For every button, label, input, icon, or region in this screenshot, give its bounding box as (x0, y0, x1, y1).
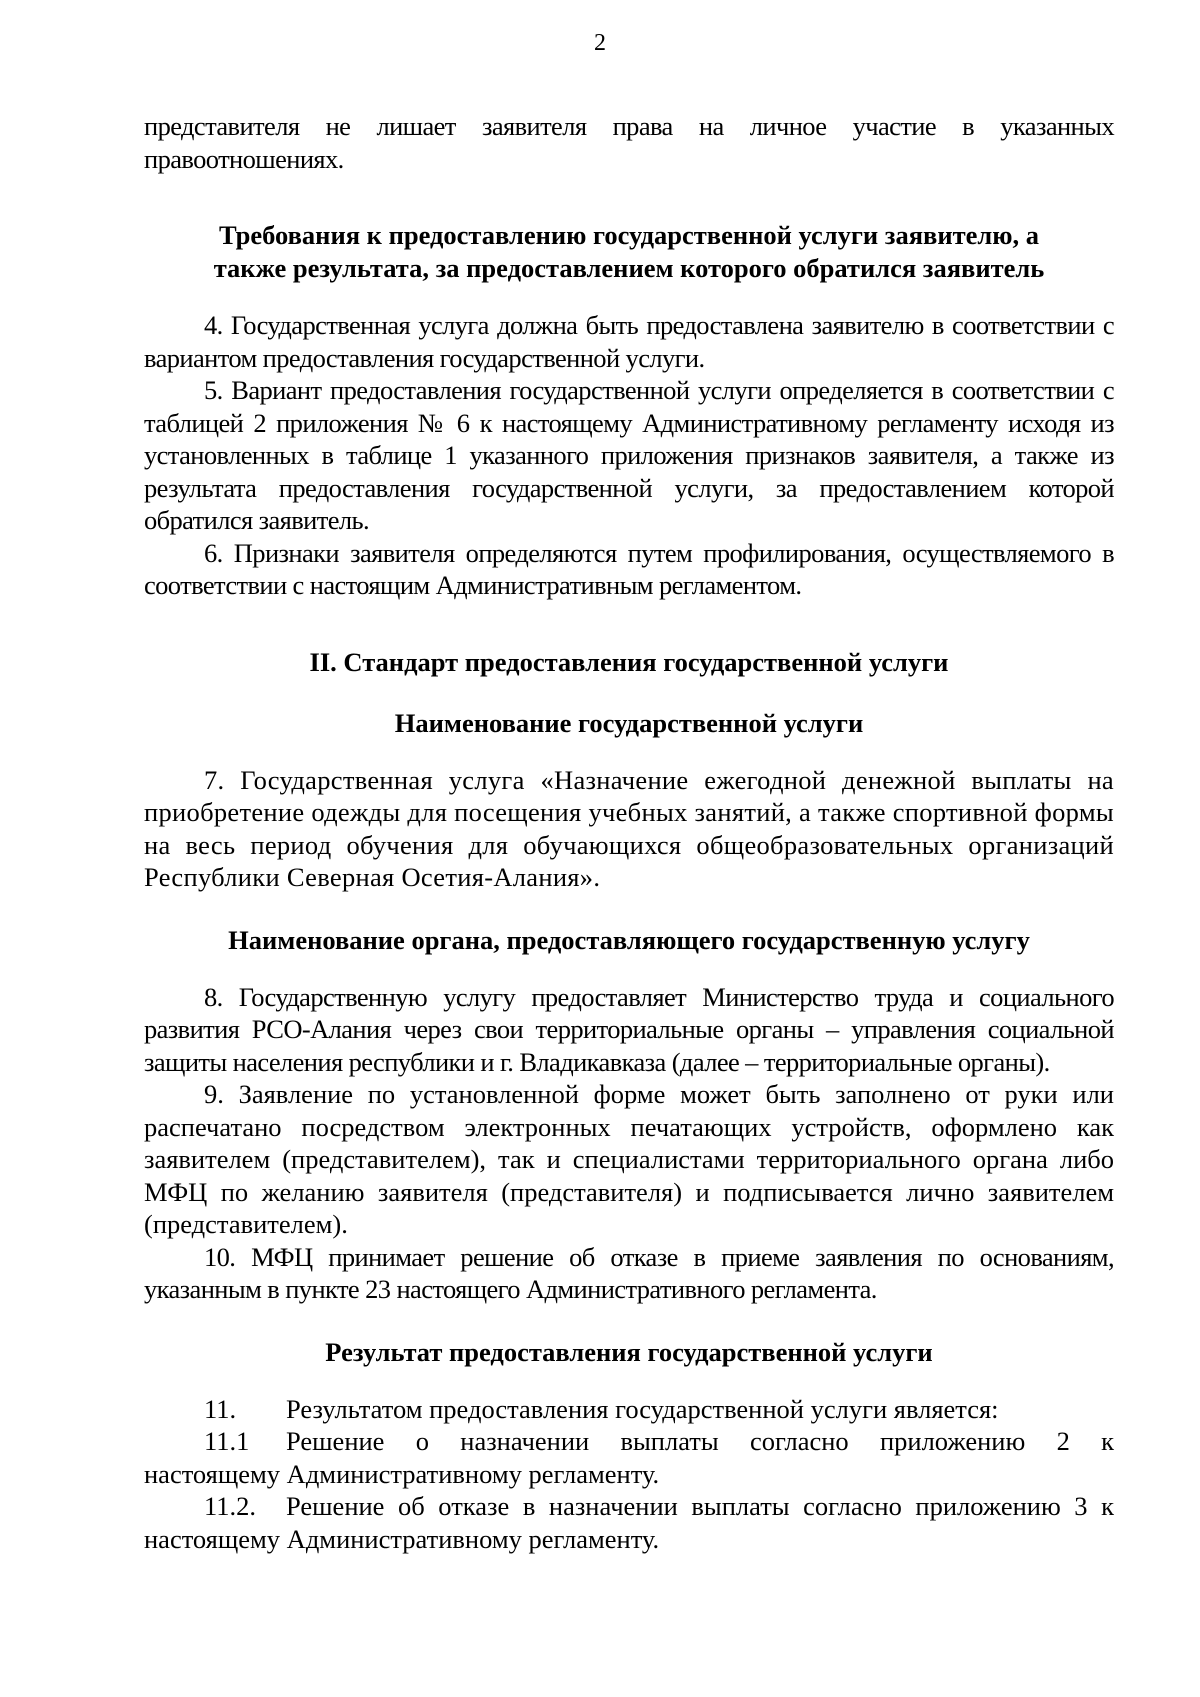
organ-heading: Наименование органа, предоставляющего государственную услугу (228, 924, 1030, 955)
result-item-continuation: настоящему Административному регламенту. (144, 1458, 660, 1489)
paragraph-7: 7. Государственная услуга «Назначение ежегодной денежной выплаты на приобретение одежды для посещения учебных занятий, а также спортивной формы на весь период обучения для обучающихся общеобразовательных организаций Республики Северная Осетия-Алания». (144, 764, 1114, 892)
result-item-text: Решение об отказе в назначении выплаты согласно приложению 3 к (286, 1491, 1114, 1521)
result-item-number: 11.2. (204, 1491, 257, 1521)
paragraph-4: 4. Государственная услуга должна быть предоставлена заявителю в соответствии с вариантом предоставления государственной услуги. (144, 310, 1114, 373)
paragraph-5: 5. Вариант предоставления государственной услуги определяется в соответствии с таблицей 2 приложения № 6 к настоящему Административному регламенту исходя из установленных в таблице 1 указанного приложения признаков заявителя, а также из результата предоставления государственной услуги, за предоставлением которой обратился заявитель. (144, 375, 1114, 535)
section-2-heading: II. Стандарт предоставления государственной услуги (309, 646, 949, 677)
requirements-heading-line2: также результата, за предоставлением которого обратился заявитель (213, 253, 1045, 283)
paragraph-9: 9. Заявление по установленной форме может быть заполнено от руки или распечатано посредством электронных печатающих устройств, оформлено как заявителем (представителем), так и специалистами территориального органа либо МФЦ по желанию заявителя (представителя) и подписывается лично заявителем (представителем). (144, 1079, 1114, 1239)
requirements-heading-line1: Требования к предоставлению государственной услуги заявителю, а (218, 220, 1040, 250)
result-item-11-2 (144, 1490, 1114, 1523)
service-name-heading: Наименование государственной услуги (394, 707, 864, 738)
result-item-11 (144, 1393, 1114, 1426)
page-number: 2 (594, 30, 606, 56)
result-item-text: Результатом предоставления государственной услуги является: (286, 1393, 999, 1424)
result-item-11-1 (144, 1425, 1114, 1458)
result-item-number: 11.1 (204, 1426, 250, 1456)
result-item-text: Решение о назначении выплаты согласно приложению 2 к (286, 1426, 1114, 1456)
requirements-heading (144, 219, 1114, 285)
paragraph-8: 8. Государственную услугу предоставляет Министерство труда и социального развития РСО-Алания через свои территориальные органы – управления социальной защиты населения республики и г. Владикавказа (далее – территориальные органы). (144, 981, 1114, 1077)
document-body (144, 110, 1114, 1555)
result-heading: Результат предоставления государственной услуги (325, 1336, 933, 1367)
paragraph-10: 10. МФЦ принимает решение об отказе в приеме заявления по основаниям, указанным в пункте 23 настоящего Административного регламента. (144, 1241, 1114, 1304)
result-item-continuation: настоящему Административному регламенту. (144, 1523, 660, 1554)
intro-paragraph: представителя не лишает заявителя права на личное участие в указанных правоотношениях. (144, 111, 1114, 174)
paragraph-6: 6. Признаки заявителя определяются путем профилирования, осуществляемого в соответствии с настоящим Административным регламентом. (144, 537, 1114, 600)
result-item-number: 11. (204, 1393, 237, 1424)
